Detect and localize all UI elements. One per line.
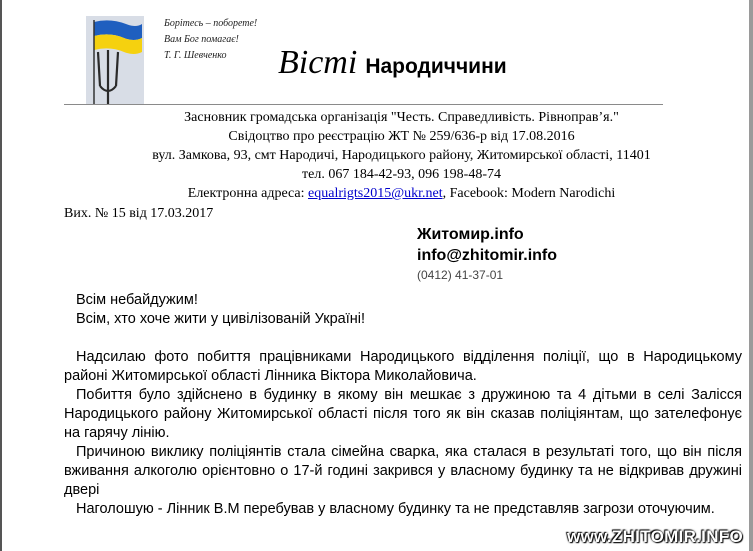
facebook-text: , Facebook: Modern Narodichi xyxy=(442,186,616,201)
address-line: вул. Замкова, 93, смт Народичі, Народицького району, Житомирської області, 11401 xyxy=(152,148,651,163)
motto-author: Т. Г. Шевченко xyxy=(164,50,227,61)
addressee-name: Житомир.info xyxy=(417,226,524,243)
flag-icon xyxy=(86,16,144,104)
phone-line: тел. 067 184-42-93, 096 198-48-74 xyxy=(302,167,501,182)
title-narodychchyny: Народиччини xyxy=(365,55,507,78)
founder-line: Засновник громадська організація "Честь. Справедливість. Рівноправ’я." xyxy=(184,110,619,125)
email-link[interactable]: equalrigts2015@ukr.net xyxy=(308,186,443,201)
motto-line: Борітесь – поборете! xyxy=(164,18,258,29)
header-divider xyxy=(64,104,663,105)
left-edge xyxy=(0,0,2,551)
newspaper-title xyxy=(278,44,507,82)
addressee-phone: (0412) 41-37-01 xyxy=(417,268,504,282)
greeting-line: Всім небайдужим! xyxy=(76,292,198,308)
paragraph: Надсилаю фото побиття працівниками Народицького відділення поліції, що в Народицькому районі Житомирської області Лінника Віктора Миколайовича. xyxy=(64,349,742,384)
letter-body xyxy=(64,291,742,519)
site-watermark: www.ZHITOMIR.INFO xyxy=(566,527,743,546)
organization-details xyxy=(64,108,739,203)
addressee-email: info@zhitomir.info xyxy=(417,247,558,264)
title-visti: Вісті xyxy=(278,44,358,81)
motto-quote xyxy=(164,16,257,64)
certificate-line: Свідоцтво про реєстрацію ЖТ № 259/636-р від 17.08.2016 xyxy=(228,129,575,144)
paragraph: Побиття було здійснено в будинку в якому він мешкає з дружиною та 4 дітьми в селі Залісся Народицького району Житомирської області після того як він сказав поліціянтам, що зателефонує на гарячу лінію. xyxy=(64,387,742,441)
greeting-line: Всім, хто хоче жити у цивілізованій Україні! xyxy=(76,311,365,327)
outgoing-reference: Вих. № 15 від 17.03.2017 xyxy=(64,206,214,221)
motto-line: Вам Бог помагає! xyxy=(164,34,239,45)
addressee-block xyxy=(417,224,557,284)
contact-line xyxy=(64,184,739,203)
scrollbar[interactable] xyxy=(749,0,753,551)
paragraph: Наголошую - Лінник В.М перебував у власному будинку та не представляв загрози оточуючим. xyxy=(76,501,715,517)
email-label: Електронна адреса: xyxy=(187,186,309,201)
paragraph: Причиною виклику поліціянтів стала сімейна сварка, яка сталася в результаті того, що він після вживання алкоголю орієнтовно о 17-й годині закрився у власному будинку та не відкривав дружині двері xyxy=(64,444,742,498)
trident-flag-emblem xyxy=(86,16,144,104)
